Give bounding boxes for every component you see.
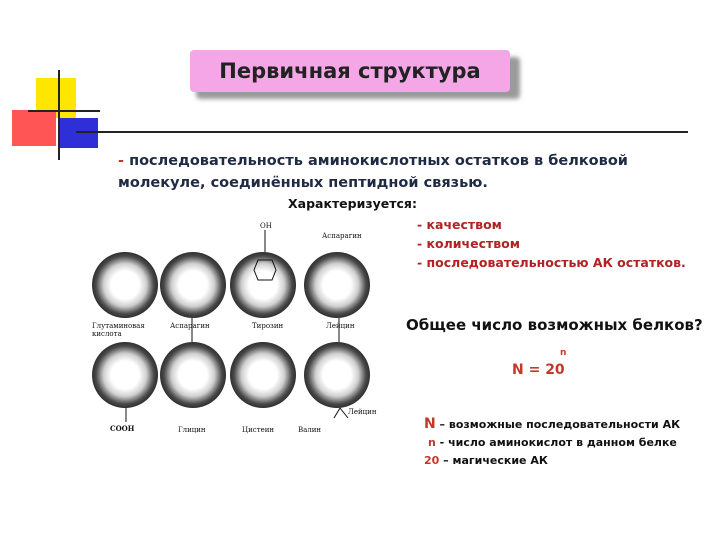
decor-divider-line (76, 131, 688, 133)
legend (424, 415, 680, 470)
row2-label-cysteine: Цистеин (242, 426, 275, 434)
tyrosine-oh-label: OH (260, 222, 272, 230)
row2-label-glycine: Глицин (178, 426, 206, 434)
decor-horizontal-line (28, 110, 100, 112)
row2-label-valine: Валин (298, 426, 322, 434)
cooh-label: COOH (110, 424, 135, 433)
characteristics-list (417, 215, 686, 272)
characteristic-item: - количеством (417, 236, 520, 251)
page-title: Первичная структура (190, 50, 510, 92)
row2-label-leucine: Лейцин (348, 408, 377, 416)
legend-item: n - число аминокислот в данном белке (428, 436, 677, 449)
decor-vertical-line (58, 70, 60, 160)
top-label-asparagine: Аспарагин (322, 232, 362, 240)
glutamine-label: Глутаминовая кислота (92, 322, 145, 338)
decor-red-square (12, 110, 56, 146)
definition-body: последовательность аминокислотных остатков в белковой молекуле, соединённых пептидной связью. (118, 153, 628, 191)
row1-label-leucine: Лейцин (326, 322, 355, 330)
formula-exponent: n (560, 348, 567, 358)
row1-label-tyrosine: Тирозин (252, 322, 284, 330)
characteristic-item: - последовательностью АК остатков. (417, 255, 686, 270)
row1-label-asparagine: Аспарагин (170, 322, 210, 330)
definition-text (118, 150, 678, 194)
definition-dash: - (118, 153, 125, 169)
characteristic-item: - качеством (417, 217, 502, 232)
decor-blue-square (60, 118, 98, 148)
formula-base: N = 20 (512, 362, 565, 378)
characteristics-heading: Характеризуется: (288, 196, 417, 211)
peptide-figure (90, 222, 386, 440)
question-text: Общее число возможных белков? (406, 316, 703, 334)
legend-item: 20 – магические АК (424, 454, 548, 467)
legend-item: N – возможные последовательности АК (424, 416, 681, 432)
